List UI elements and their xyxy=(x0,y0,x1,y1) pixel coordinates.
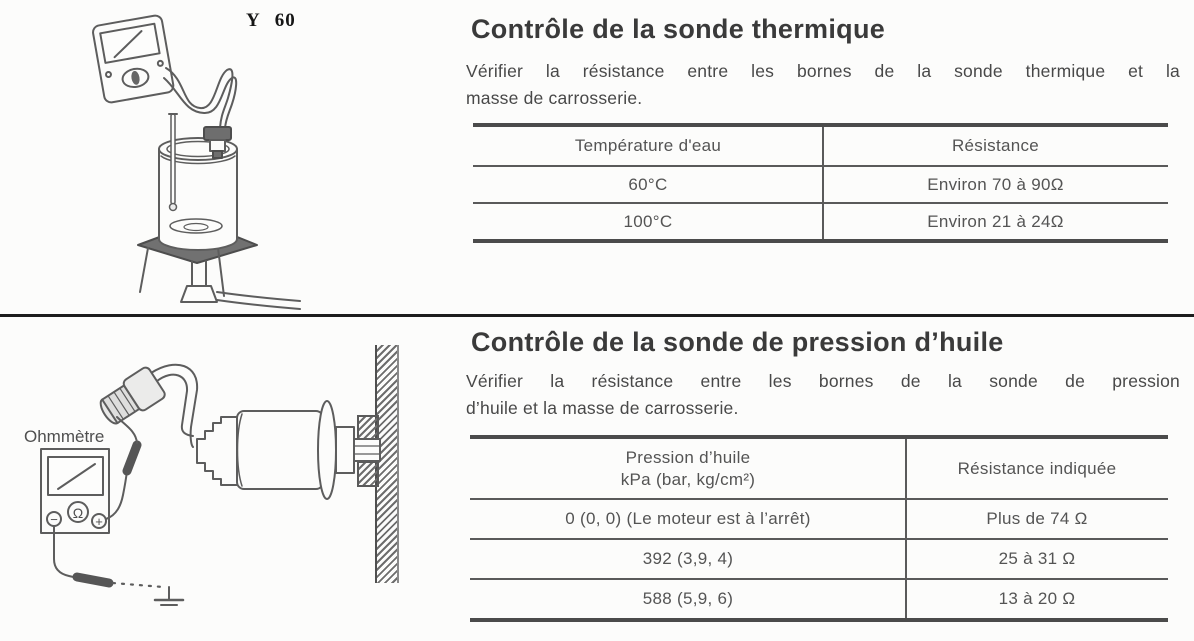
figure-code-label: Y 60 xyxy=(246,10,296,31)
burner-icon xyxy=(181,261,300,309)
table-cell: 392 (3,9, 4) xyxy=(642,549,734,568)
section-title-pression: Contrôle de la sonde de pression d’huile xyxy=(471,327,1004,357)
table-column-divider xyxy=(905,439,907,618)
plug-connector-icon xyxy=(95,366,167,430)
plus-terminal-glyph: + xyxy=(95,514,103,529)
ohm-symbol-glyph: Ω xyxy=(72,505,84,521)
column-header xyxy=(470,439,906,498)
ground-lead xyxy=(54,526,183,605)
section-separator-rule xyxy=(0,314,1194,317)
table-row xyxy=(473,202,1168,239)
table-column-divider xyxy=(822,127,824,239)
table-cell: Environ 21 à 24Ω xyxy=(927,211,1064,231)
sensor-harness-tube xyxy=(151,365,197,447)
sensor-terminal-steps xyxy=(197,417,237,485)
table-row xyxy=(470,578,1168,618)
water-temperature-table xyxy=(473,123,1168,243)
body-line: masse de carrosserie. xyxy=(466,88,643,108)
column-header-line: kPa (bar, kg/cm²) xyxy=(620,469,756,489)
oil-pressure-sensor-test-illustration xyxy=(5,333,430,633)
thermal-sensor-test-illustration xyxy=(60,8,380,313)
body-line: d’huile et la masse de carrosserie. xyxy=(466,398,739,418)
multimeter-icon xyxy=(92,14,174,103)
table-header-row xyxy=(473,127,1168,165)
column-header: Résistance indiquée xyxy=(957,458,1117,478)
table-cell: 588 (5,9, 6) xyxy=(642,589,734,608)
column-header: Température d'eau xyxy=(574,136,722,155)
table-header-row xyxy=(470,439,1168,498)
body-line: Vérifier la résistance entre les bornes de la sonde thermique et la xyxy=(466,61,1180,81)
table-row xyxy=(470,498,1168,538)
table-cell: 0 (0, 0) (Le moteur est à l’arrêt) xyxy=(565,509,811,528)
oil-pressure-sensor-icon xyxy=(237,401,380,499)
section-title-thermique: Contrôle de la sonde thermique xyxy=(471,14,886,44)
table-row xyxy=(470,538,1168,578)
section-body-pression xyxy=(466,368,1180,422)
stand-leg xyxy=(140,248,148,292)
table-cell: 100°C xyxy=(623,211,673,231)
table-cell: 60°C xyxy=(628,174,668,194)
table-cell: 25 à 31 Ω xyxy=(998,549,1076,568)
table-cell: 13 à 20 Ω xyxy=(998,589,1076,608)
earth-ground-icon xyxy=(155,587,183,605)
section-body-thermique xyxy=(466,58,1180,112)
minus-terminal-glyph: − xyxy=(50,512,58,527)
table-row xyxy=(473,165,1168,202)
positive-test-lead xyxy=(106,417,137,519)
table-cell: Environ 70 à 90Ω xyxy=(927,174,1064,194)
body-line: Vérifier la résistance entre les bornes de la sonde de pression xyxy=(466,371,1180,391)
table-cell: Plus de 74 Ω xyxy=(986,509,1088,528)
ohmmeter-label: Ohmmètre xyxy=(24,427,105,446)
column-header-line: Pression d’huile xyxy=(625,447,751,467)
column-header: Résistance xyxy=(951,136,1040,155)
oil-pressure-table xyxy=(470,435,1168,622)
